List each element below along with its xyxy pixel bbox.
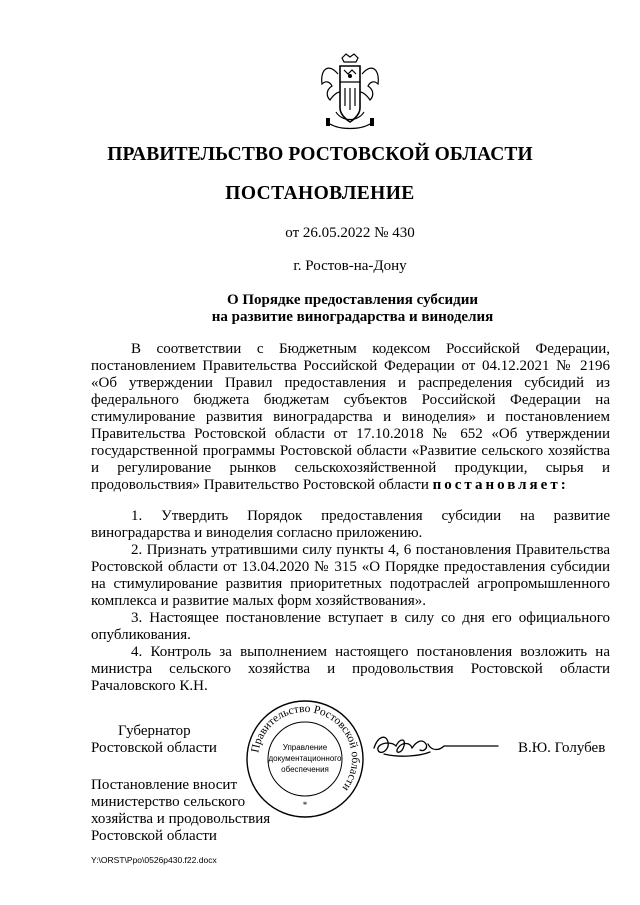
item-paragraph: 3. Настоящее постановление вступает в силу со дня его официального опубликования. <box>91 610 610 643</box>
item-paragraph: 1. Утвердить Порядок предоставления субсидии на развитие виноградарства и виноделия согласно приложению. <box>91 508 610 541</box>
signatory-name: В.Ю. Голубев <box>518 740 606 756</box>
seal-star-icon: * <box>302 800 308 810</box>
submitter-line: хозяйства и продовольствия <box>91 811 271 827</box>
document-body <box>91 341 610 695</box>
coat-of-arms-icon <box>318 52 382 132</box>
seal-center-text: документационного <box>268 754 342 763</box>
organization-title: ПРАВИТЕЛЬСТВО РОСТОВСКОЙ ОБЛАСТИ <box>107 144 533 165</box>
preamble-text: В соответствии с Бюджетным кодексом Российской Федерации, постановлением Правительства Российской Федерации от 04.12.2021 № 2196 «Об утверждении Правил предоставления и распределения субсидий из федерального бюджета бюджетам субъектов Российской Федерации на стимулирование развития виноградарства и виноделия» и постановлением Правительства Ростовской области от 17.10.2018 № 652 «Об утверждении государственной программы Ростовской области «Развитие сельского хозяйства и регулирование рынков сельскохозяйственной продукции, сырья и продовольствия» Правительство Ростовской области <box>91 341 610 493</box>
signatory-title <box>91 723 217 757</box>
document-subject <box>90 292 615 326</box>
seal-center-text: обеспечения <box>281 765 329 774</box>
resolves-word: постановляет: <box>432 477 569 493</box>
item-paragraph: 2. Признать утратившими силу пункты 4, 6 постановления Правительства Ростовской области от 13.04.2020 № 315 «О Порядке предоставления субсидии на стимулирование развития приоритетных подотраслей агропромышленного комплекса и развитие малых форм хозяйствования». <box>91 542 610 609</box>
submitter-line: Ростовской области <box>91 828 217 844</box>
document-type: ПОСТАНОВЛЕНИЕ <box>225 183 415 204</box>
submitter-note <box>91 777 270 845</box>
submitter-line: министерство сельского <box>91 794 246 810</box>
subject-line: на развитие виноградарства и виноделия <box>211 309 494 325</box>
signatory-title-line: Губернатор <box>118 723 191 739</box>
signatory-title-line: Ростовской области <box>91 740 217 756</box>
seal-center-text: Управление <box>282 743 328 752</box>
subject-line: О Порядке предоставления субсидии <box>226 292 479 308</box>
item-paragraph: 4. Контроль за выполнением настоящего постановления возложить на министра сельского хозяйства и продовольствия Ростовской области Рачаловского К.Н. <box>91 644 610 694</box>
handwritten-signature-icon <box>370 728 502 764</box>
file-path: Y:\ORST\Ppo\0526p430.f22.docx <box>91 855 217 865</box>
seal-ring-text: Правительство Ростовской области <box>249 702 362 794</box>
submitter-line: Постановление вносит <box>91 777 238 793</box>
date-number: от 26.05.2022 № 430 <box>285 225 415 241</box>
city: г. Ростов-на-Дону <box>293 258 407 274</box>
preamble-paragraph <box>91 341 610 494</box>
